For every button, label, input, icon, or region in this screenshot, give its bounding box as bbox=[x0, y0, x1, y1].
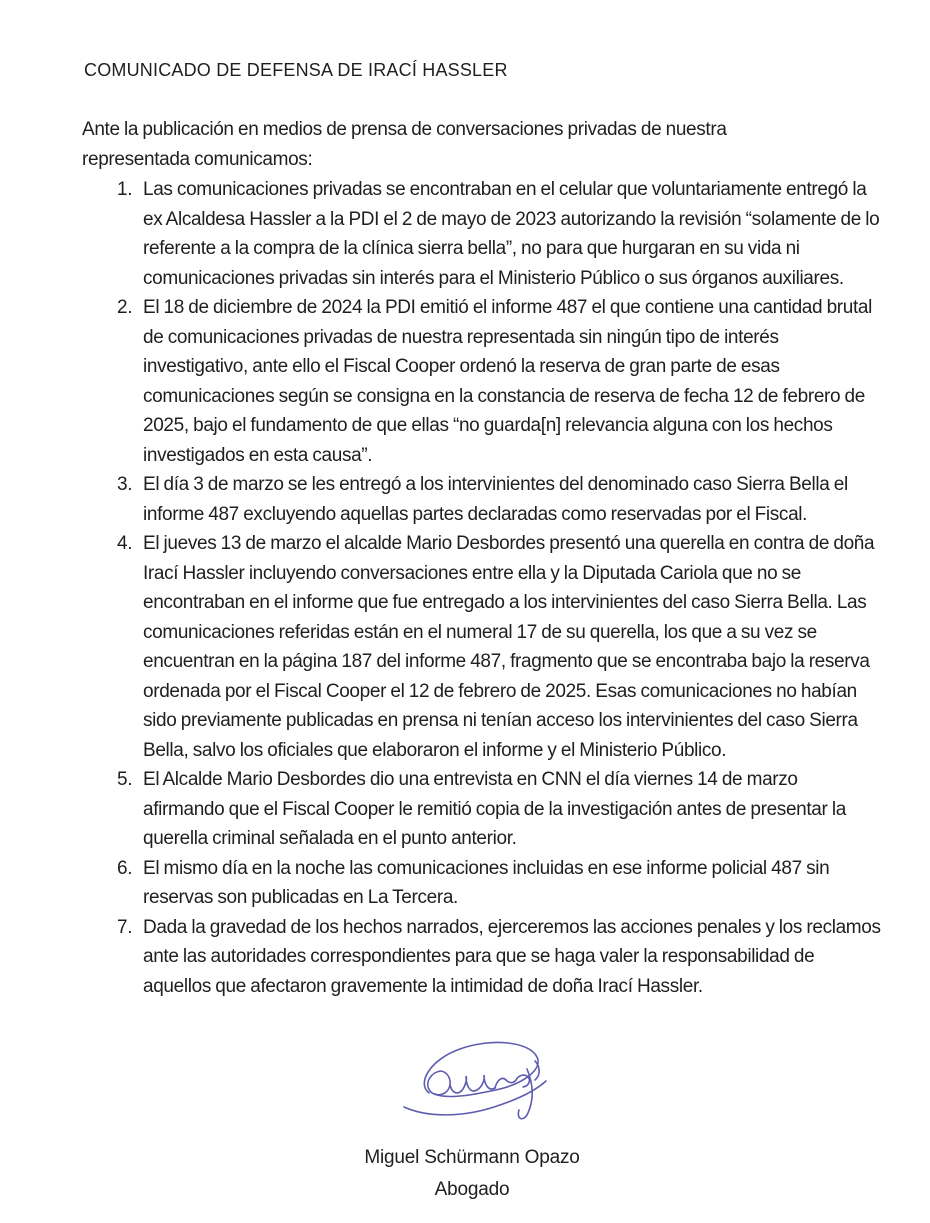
list-item-5 bbox=[82, 765, 882, 854]
signatory-name: Miguel Schürmann Opazo bbox=[364, 1147, 580, 1168]
list-item-number: 7. bbox=[117, 916, 133, 938]
signature-block bbox=[7, 1142, 930, 1205]
list-item-text: Las comunicaciones privadas se encontraban en el celular que voluntariamente entregó la ex Alcaldesa Hassler a la PDI el 2 de mayo de 2023 autorizando la revisión “solamente de lo referente a la compra de la clínica sierra bella”, no para que hurgaran en su vida ni comunicaciones privadas sin interés para el Ministerio Público o sus órganos auxiliares. bbox=[143, 179, 880, 289]
signature-scribble-image bbox=[398, 1032, 550, 1128]
list-item-number: 2. bbox=[117, 297, 133, 318]
list-item-4 bbox=[82, 529, 882, 765]
intro-paragraph: Ante la publicación en medios de prensa de conversaciones privadas de nuestra representada comunicamos: bbox=[82, 119, 727, 170]
list-item-number: 6. bbox=[117, 857, 133, 879]
list-item-1 bbox=[82, 175, 882, 293]
list-item-2 bbox=[82, 293, 882, 470]
list-item-text: El jueves 13 de marzo el alcalde Mario Desbordes presentó una querella en contra de doña Irací Hassler incluyendo conversaciones entre ella y la Diputada Cariola que no se encontraban en el informe que fue entregado a los intervinientes del caso Sierra Bella. Las comunicaciones referidas están en el numeral 17 de su querella, los que a su vez se encuentran en la página 187 del informe 487, fragmento que se encontraba bajo la reserva ordenada por el Fiscal Cooper el 12 de febrero de 2025. Esas comunicaciones no habían sido previamente publicadas en prensa ni tenían acceso los intervinientes del caso Sierra Bella, salvo los oficiales que elaboraron el informe y el Ministerio Público. bbox=[143, 533, 875, 761]
list-item-3 bbox=[82, 470, 882, 529]
list-item-text: Dada la gravedad de los hechos narrados, ejerceremos las acciones penales y los reclamos ante las autoridades correspondientes para que se haga valer la responsabilidad de aquellos que afectaron gravemente la intimidad de doña Irací Hassler. bbox=[143, 916, 881, 997]
list-item-number: 3. bbox=[117, 474, 133, 495]
signature-ink-icon bbox=[398, 1032, 550, 1128]
list-item-text: El 18 de diciembre de 2024 la PDI emitió el informe 487 el que contiene una cantidad brutal de comunicaciones privadas de nuestra representada sin ningún tipo de interés investigativo, ante ello el Fiscal Cooper ordenó la reserva de gran parte de esas comunicaciones según se consigna en la constancia de reserva de fecha 12 de febrero de 2025, bajo el fundamento de que ellas “no guarda[n] relevancia alguna con los hechos investigados en esta causa”. bbox=[143, 297, 872, 466]
list-item-number: 1. bbox=[117, 179, 133, 200]
list-item-7 bbox=[82, 913, 882, 1002]
list-item-text: El Alcalde Mario Desbordes dio una entrevista en CNN el día viernes 14 de marzo afirmando que el Fiscal Cooper le remitió copia de la investigación antes de presentar la querella criminal señalada en el punto anterior. bbox=[143, 769, 846, 849]
signatory-role: Abogado bbox=[434, 1178, 510, 1200]
list-item-text: El día 3 de marzo se les entregó a los intervinientes del denominado caso Sierra Bella el informe 487 excluyendo aquellas partes declaradas como reservadas por el Fiscal. bbox=[143, 474, 848, 525]
list-item-text: El mismo día en la noche las comunicaciones incluidas en ese informe policial 487 sin reservas son publicadas en La Tercera. bbox=[143, 857, 830, 908]
list-item-6 bbox=[82, 854, 882, 913]
numbered-list bbox=[82, 175, 882, 1001]
document-title: COMUNICADO DE DEFENSA DE IRACÍ HASSLER bbox=[84, 60, 508, 80]
list-item-number: 5. bbox=[117, 769, 133, 790]
list-item-number: 4. bbox=[117, 533, 133, 554]
